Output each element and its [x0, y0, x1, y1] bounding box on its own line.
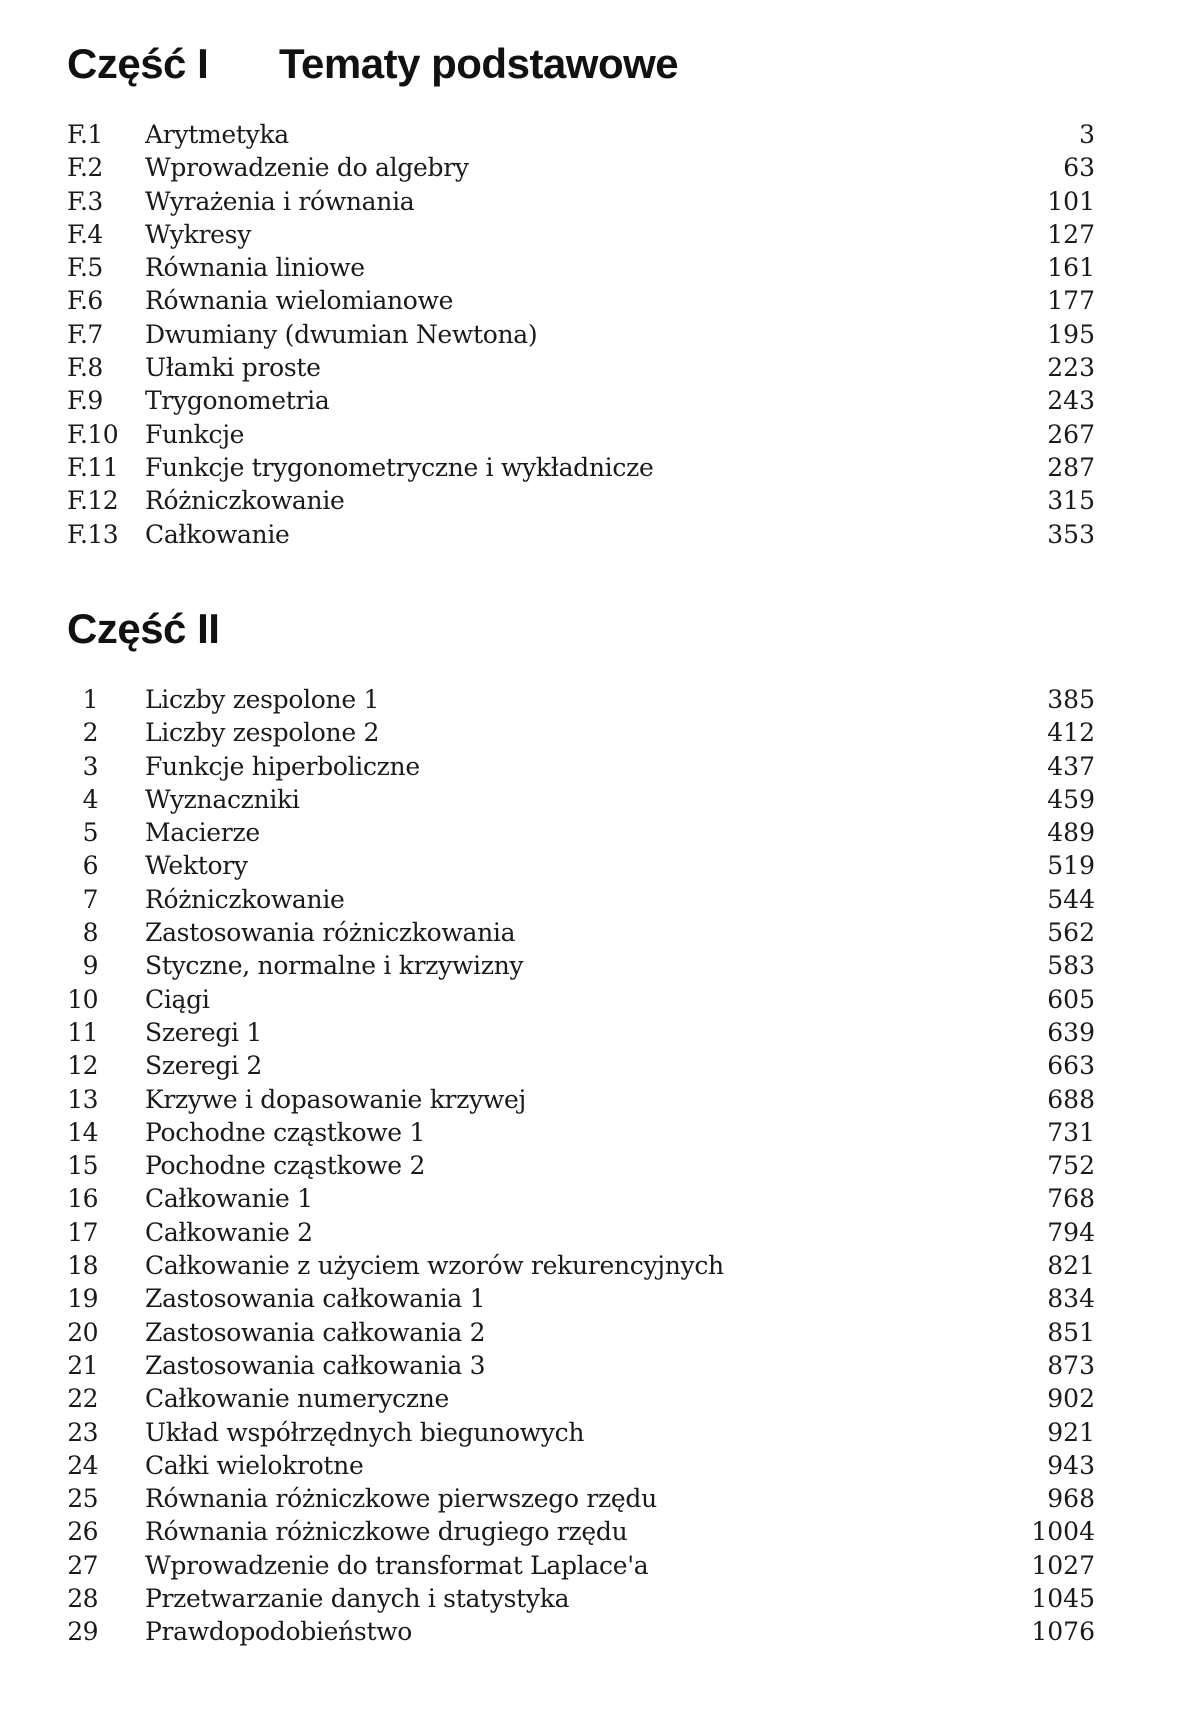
- page-number: 127: [1047, 219, 1095, 249]
- toc-entry: [0, 1182, 1188, 1215]
- toc-entry: [0, 484, 1188, 517]
- toc-entry: [0, 750, 1188, 783]
- chapter-title: Równania wielomianowe: [145, 286, 454, 316]
- toc-entry: [0, 1049, 1188, 1082]
- page-number: 459: [1047, 784, 1095, 814]
- page-number: 663: [1047, 1051, 1095, 1081]
- page-number: 768: [1047, 1184, 1095, 1214]
- chapter-title: Równania różniczkowe pierwszego rzędu: [145, 1484, 657, 1514]
- chapter-title: Krzywe i dopasowanie krzywej: [145, 1084, 526, 1114]
- page-number: 223: [1047, 353, 1095, 383]
- page-number: 315: [1047, 486, 1095, 516]
- page-number: 731: [1047, 1117, 1095, 1147]
- toc-entry: [0, 983, 1188, 1016]
- page-number: 902: [1047, 1384, 1095, 1414]
- chapter-title: Zastosowania całkowania 1: [145, 1284, 486, 1314]
- page-number: 544: [1047, 884, 1095, 914]
- chapter-number: 8: [82, 918, 98, 948]
- page-number: 437: [1047, 751, 1095, 781]
- page-number: 834: [1047, 1284, 1095, 1314]
- chapter-number: 25: [67, 1484, 98, 1514]
- chapter-number: 7: [82, 884, 98, 914]
- page-number: 821: [1047, 1251, 1095, 1281]
- part-2-heading: [67, 605, 219, 653]
- page-number: 101: [1047, 186, 1095, 216]
- chapter-title: Dwumiany (dwumian Newtona): [145, 319, 538, 349]
- toc-entry: [0, 683, 1188, 716]
- toc-entry: [0, 318, 1188, 351]
- toc-entry: [0, 883, 1188, 916]
- toc-entry: [0, 1016, 1188, 1049]
- chapter-number: 24: [67, 1450, 98, 1480]
- chapter-title: Całkowanie z użyciem wzorów rekurencyjnych: [145, 1251, 724, 1281]
- page-number: 385: [1047, 685, 1095, 714]
- chapter-number: 6: [82, 851, 98, 881]
- part-2-label: Część II: [67, 605, 220, 652]
- chapter-title: Całkowanie numeryczne: [145, 1384, 450, 1414]
- toc-entry: [0, 1582, 1188, 1615]
- chapter-number: 29: [67, 1617, 98, 1647]
- chapter-number: F.9: [67, 386, 103, 416]
- page-number: 63: [1063, 153, 1095, 183]
- chapter-title: Różniczkowanie: [145, 884, 345, 914]
- chapter-number: 1: [82, 685, 98, 714]
- chapter-title: Trygonometria: [145, 386, 330, 416]
- toc-entry: [0, 1249, 1188, 1282]
- chapter-number: F.11: [67, 452, 119, 482]
- chapter-number: 16: [67, 1184, 98, 1214]
- toc-entry: [0, 1282, 1188, 1315]
- toc-entry: [0, 418, 1188, 451]
- page-number: 267: [1047, 419, 1095, 449]
- page-number: 1027: [1031, 1550, 1095, 1580]
- chapter-number: F.2: [67, 153, 103, 183]
- toc-entry: [0, 1382, 1188, 1415]
- chapter-number: F.1: [67, 120, 103, 149]
- toc-entry: [0, 118, 1188, 151]
- toc-entry: [0, 1482, 1188, 1515]
- chapter-title: Pochodne cząstkowe 1: [145, 1117, 426, 1147]
- chapter-title: Całkowanie 2: [145, 1217, 313, 1247]
- toc-entry: [0, 1549, 1188, 1582]
- chapter-title: Styczne, normalne i krzywizny: [145, 951, 524, 981]
- chapter-number: 10: [67, 984, 98, 1014]
- chapter-number: 20: [67, 1317, 98, 1347]
- toc-entry: [0, 185, 1188, 218]
- chapter-number: F.6: [67, 286, 103, 316]
- toc-entry: [0, 218, 1188, 251]
- page-number: 943: [1047, 1450, 1095, 1480]
- page-number: 605: [1047, 984, 1095, 1014]
- chapter-number: 5: [82, 818, 98, 848]
- toc-entry: [0, 1316, 1188, 1349]
- toc-entry: [0, 518, 1188, 551]
- toc-entry: [0, 151, 1188, 184]
- part-1-label: Część I: [67, 40, 209, 87]
- toc-entry: [0, 451, 1188, 484]
- chapter-title: Funkcje hiperboliczne: [145, 751, 420, 781]
- chapter-title: Szeregi 1: [145, 1017, 262, 1047]
- chapter-number: 19: [67, 1284, 98, 1314]
- toc-entry: [0, 1216, 1188, 1249]
- chapter-title: Pochodne cząstkowe 2: [145, 1151, 426, 1181]
- page-number: 1045: [1031, 1584, 1095, 1614]
- chapter-title: Liczby zespolone 1: [145, 685, 380, 714]
- page-number: 3: [1079, 120, 1095, 149]
- chapter-title: Całkowanie 1: [145, 1184, 313, 1214]
- page-number: 519: [1047, 851, 1095, 881]
- chapter-number: 2: [82, 718, 98, 748]
- page-number: 1004: [1031, 1517, 1095, 1547]
- chapter-number: F.7: [67, 319, 103, 349]
- page-number: 562: [1047, 918, 1095, 948]
- toc-entry: [0, 351, 1188, 384]
- chapter-number: 15: [67, 1151, 98, 1181]
- chapter-number: 12: [67, 1051, 98, 1081]
- chapter-title: Wyrażenia i równania: [145, 186, 415, 216]
- toc-entry: [0, 916, 1188, 949]
- toc-entry: [0, 849, 1188, 882]
- chapter-title: Wprowadzenie do algebry: [145, 153, 469, 183]
- chapter-title: Zastosowania całkowania 3: [145, 1350, 486, 1380]
- chapter-number: 13: [67, 1084, 98, 1114]
- chapter-title: Całkowanie: [145, 519, 290, 549]
- page-number: 639: [1047, 1017, 1095, 1047]
- page-number: 688: [1047, 1084, 1095, 1114]
- chapter-title: Liczby zespolone 2: [145, 718, 380, 748]
- chapter-title: Funkcje: [145, 419, 245, 449]
- toc-entry: [0, 949, 1188, 982]
- chapter-number: F.5: [67, 253, 103, 283]
- page-number: 752: [1047, 1151, 1095, 1181]
- chapter-number: 3: [82, 751, 98, 781]
- chapter-number: 9: [82, 951, 98, 981]
- page-number: 1076: [1031, 1617, 1095, 1647]
- toc-entry: [0, 1116, 1188, 1149]
- chapter-title: Funkcje trygonometryczne i wykładnicze: [145, 452, 654, 482]
- page-number: 161: [1047, 253, 1095, 283]
- page-number: 287: [1047, 452, 1095, 482]
- chapter-title: Całki wielokrotne: [145, 1450, 364, 1480]
- chapter-title: Zastosowania całkowania 2: [145, 1317, 486, 1347]
- chapter-number: F.4: [67, 219, 103, 249]
- chapter-number: F.3: [67, 186, 103, 216]
- toc-entry: [0, 1349, 1188, 1382]
- chapter-number: F.8: [67, 353, 103, 383]
- page-number: 794: [1047, 1217, 1095, 1247]
- chapter-number: 18: [67, 1251, 98, 1281]
- chapter-title: Prawdopodobieństwo: [145, 1617, 413, 1647]
- page-number: 177: [1047, 286, 1095, 316]
- toc-entry: [0, 251, 1188, 284]
- chapter-number: 27: [67, 1550, 98, 1580]
- chapter-number: 21: [67, 1350, 98, 1380]
- chapter-number: 28: [67, 1584, 98, 1614]
- chapter-title: Równania różniczkowe drugiego rzędu: [145, 1517, 628, 1547]
- chapter-title: Ciągi: [145, 984, 210, 1014]
- page-number: 968: [1047, 1484, 1095, 1514]
- chapter-title: Zastosowania różniczkowania: [145, 918, 516, 948]
- toc-entry: [0, 1149, 1188, 1182]
- page-number: 921: [1047, 1417, 1095, 1447]
- chapter-title: Równania liniowe: [145, 253, 365, 283]
- part-1-heading: [67, 40, 679, 88]
- chapter-number: 11: [67, 1017, 98, 1047]
- chapter-title: Przetwarzanie danych i statystyka: [145, 1584, 570, 1614]
- toc-entry: [0, 384, 1188, 417]
- toc-entry: [0, 816, 1188, 849]
- toc-entry: [0, 783, 1188, 816]
- page-number: 243: [1047, 386, 1095, 416]
- chapter-number: 26: [67, 1517, 98, 1547]
- chapter-number: F.13: [67, 519, 119, 549]
- part-2-chapter-list: [0, 683, 1188, 1649]
- chapter-number: 23: [67, 1417, 98, 1447]
- page-number: 851: [1047, 1317, 1095, 1347]
- chapter-title: Arytmetyka: [145, 120, 289, 149]
- page-number: 412: [1047, 718, 1095, 748]
- page-number: 583: [1047, 951, 1095, 981]
- toc-entry: [0, 1615, 1188, 1648]
- toc-entry: [0, 1083, 1188, 1116]
- page-number: 873: [1047, 1350, 1095, 1380]
- chapter-title: Układ współrzędnych biegunowych: [145, 1417, 585, 1447]
- chapter-number: F.10: [67, 419, 119, 449]
- toc-entry: [0, 1515, 1188, 1548]
- chapter-number: 22: [67, 1384, 98, 1414]
- chapter-title: Wprowadzenie do transformat Laplace'a: [145, 1550, 649, 1580]
- chapter-title: Szeregi 2: [145, 1051, 262, 1081]
- page-number: 353: [1047, 519, 1095, 549]
- part-1-chapter-list: [0, 118, 1188, 551]
- toc-entry: [0, 1416, 1188, 1449]
- chapter-title: Ułamki proste: [145, 353, 321, 383]
- chapter-number: 4: [82, 784, 98, 814]
- chapter-title: Wektory: [145, 851, 248, 881]
- chapter-title: Macierze: [145, 818, 260, 848]
- chapter-number: 17: [67, 1217, 98, 1247]
- chapter-title: Wykresy: [145, 219, 252, 249]
- toc-entry: [0, 284, 1188, 317]
- chapter-number: 14: [67, 1117, 98, 1147]
- toc-entry: [0, 1449, 1188, 1482]
- page-number: 489: [1047, 818, 1095, 848]
- chapter-title: Różniczkowanie: [145, 486, 345, 516]
- chapter-title: Wyznaczniki: [145, 784, 300, 814]
- page-number: 195: [1047, 319, 1095, 349]
- part-1-subtitle: Tematy podstawowe: [279, 40, 679, 87]
- chapter-number: F.12: [67, 486, 119, 516]
- toc-entry: [0, 716, 1188, 749]
